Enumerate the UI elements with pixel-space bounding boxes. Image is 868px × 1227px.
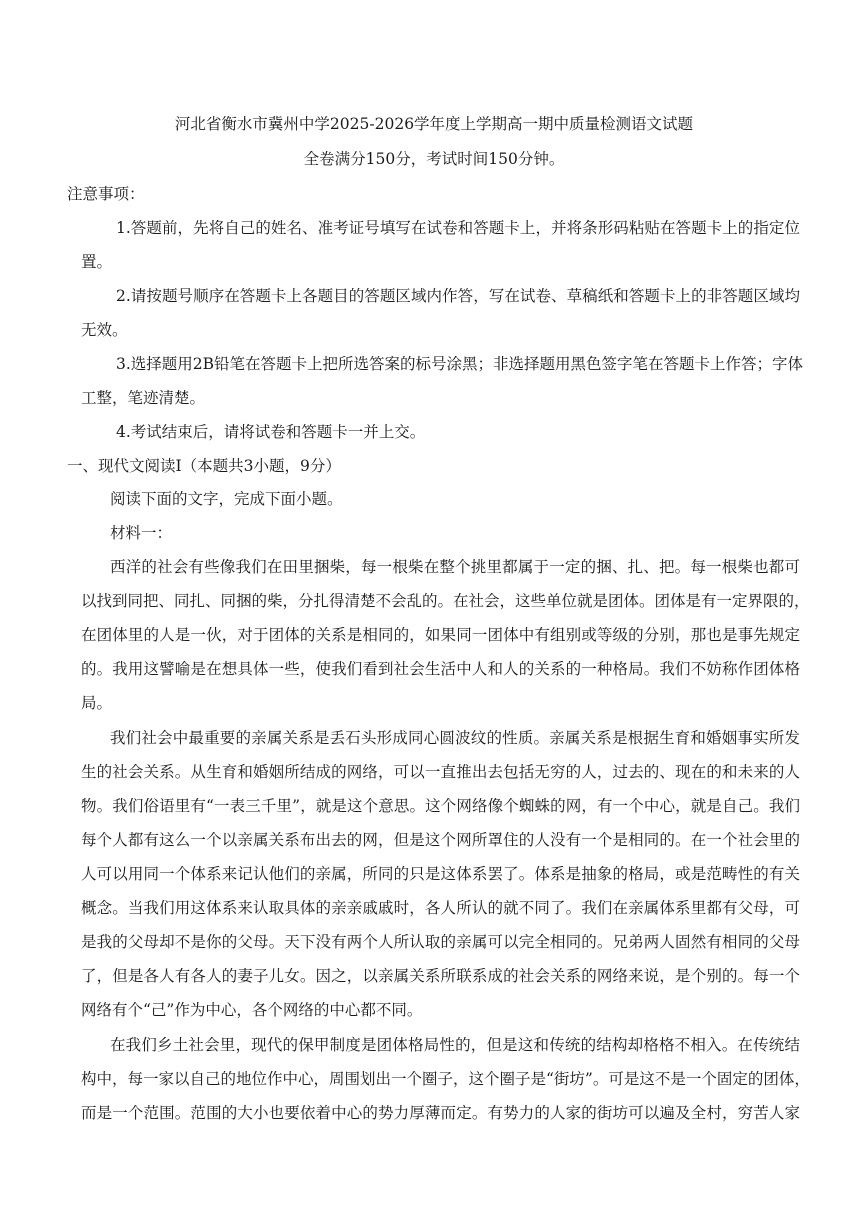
notice-item-3-line-2: 工整，笔迹清楚。 [81, 389, 206, 407]
paragraph-2-line-8: 了，但是各人有各人的妻子儿女。因之，以亲属关系所联系成的社会关系的网络来说，是个别的。每一个 [81, 967, 800, 985]
paragraph-2-line-5: 人可以用同一个体系来记认他们的亲属，所同的只是这体系罢了。体系是抽象的格局，或是范畴性的有关 [81, 865, 800, 883]
section-heading: 一、现代文阅读Ⅰ（本题共3小题，9分） [67, 457, 341, 475]
notice-item-2-line-1: 2.请按题号顺序在答题卡上各题目的答题区域内作答，写在试卷、草稿纸和答题卡上的非答题区域均 [116, 287, 800, 305]
paragraph-2-line-7: 是我的父母却不是你的父母。天下没有两个人所认取的亲属可以完全相同的。兄弟两人固然有相同的父母 [81, 933, 800, 951]
paragraph-2-line-3: 物。我们俗语里有“一表三千里”，就是这个意思。这个网络像个蜘蛛的网，有一个中心，就是自己。我们 [81, 797, 800, 815]
exam-title: 河北省衡水市冀州中学2025-2026学年度上学期高一期中质量检测语文试题 [174, 115, 694, 133]
material-label: 材料一： [110, 524, 173, 542]
notice-item-4: 4.考试结束后，请将试卷和答题卡一并上交。 [116, 423, 426, 441]
paragraph-2-line-2: 生的社会关系。从生育和婚姻所结成的网络，可以一直推出去包括无穷的人，过去的、现在的和未来的人 [81, 763, 800, 781]
paragraph-1-line-5: 局。 [81, 694, 113, 712]
paragraph-1-line-4: 的。我用这譬喻是在想具体一些，使我们看到社会生活中人和人的关系的一种格局。我们不妨称作团体格 [81, 660, 800, 678]
notice-heading: 注意事项： [67, 185, 145, 203]
paragraph-2-line-1: 我们社会中最重要的亲属关系是丢石头形成同心圆波纹的性质。亲属关系是根据生育和婚姻事实所发 [110, 729, 800, 747]
notice-item-2-line-2: 无效。 [81, 321, 128, 339]
paragraph-2-line-6: 概念。当我们用这体系来认取具体的亲亲戚戚时，各人所认的就不同了。我们在亲属体系里都有父母，可 [81, 899, 800, 917]
paragraph-3-line-1: 在我们乡土社会里，现代的保甲制度是团体格局性的，但是这和传统的结构却格格不相入。在传统结 [110, 1036, 800, 1054]
paragraph-3-line-2: 构中，每一家以自己的地位作中心，周围划出一个圈子，这个圈子是“街坊”。可是这不是一个固定的团体， [81, 1070, 810, 1088]
paragraph-1-line-3: 在团体里的人是一伙，对于团体的关系是相同的，如果同一团体中有组别或等级的分别，那也是事先规定 [81, 626, 800, 644]
notice-item-3-line-1: 3.选择题用2B铅笔在答题卡上把所选答案的标号涂黑；非选择题用黑色签字笔在答题卡上作答；字体 [116, 355, 804, 373]
exam-subtitle: 全卷满分150分，考试时间150分钟。 [303, 150, 565, 168]
paragraph-2-line-9: 网络有个“己”作为中心，各个网络的中心都不同。 [81, 1001, 423, 1019]
section-instruction: 阅读下面的文字，完成下面小题。 [110, 490, 343, 508]
notice-item-1-line-1: 1.答题前，先将自己的姓名、准考证号填写在试卷和答题卡上，并将条形码粘贴在答题卡上的指定位 [116, 219, 800, 237]
paragraph-2-line-4: 每个人都有这么一个以亲属关系布出去的网，但是这个网所罩住的人没有一个是相同的。在一个社会里的 [81, 831, 800, 849]
notice-item-1-line-2: 置。 [81, 253, 113, 271]
paragraph-1-line-2: 以找到同把、同扎、同捆的柴，分扎得清楚不会乱的。在社会，这些单位就是团体。团体是有一定界限的， [81, 592, 810, 610]
paragraph-1-line-1: 西洋的社会有些像我们在田里捆柴，每一根柴在整个挑里都属于一定的捆、扎、把。每一根柴也都可 [110, 558, 800, 576]
paragraph-3-line-3: 而是一个范围。范围的大小也要依着中心的势力厚薄而定。有势力的人家的街坊可以遍及全村，穷苦人家 [81, 1104, 800, 1122]
